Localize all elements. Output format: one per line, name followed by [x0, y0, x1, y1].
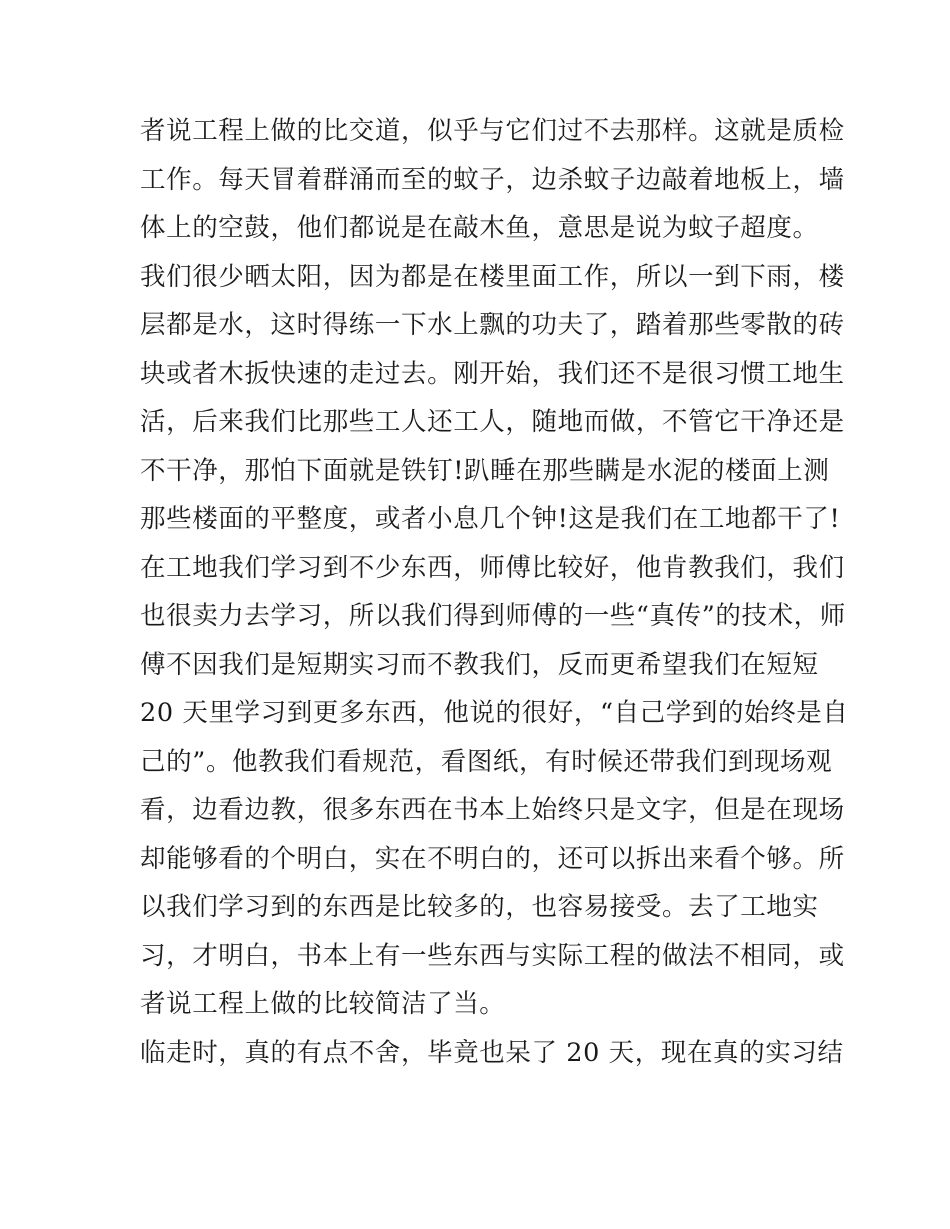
text-line: 20 天里学习到更多东西，他说的很好，“自己学到的始终是自	[140, 698, 849, 728]
text-line: 工作。每天冒着群涌而至的蚊子，边杀蚊子边敲着地板上，墙	[140, 164, 845, 195]
body-text	[140, 107, 849, 1077]
text-line: 块或者木扳快速的走过去。刚开始，我们还不是很习惯工地生	[140, 358, 845, 389]
text-line: 者说工程上做的比交道，似乎与它们过不去那样。这就是质检	[140, 116, 845, 146]
text-line: 活，后来我们比那些工人还工人，随地而做，不管它干净还是	[140, 407, 845, 437]
text-line: 以我们学习到的东西是比较多的，也容易接受。去了工地实	[140, 892, 819, 922]
text-line: 却能够看的个明白，实在不明白的，还可以拆出来看个够。所	[140, 843, 845, 874]
text-line: 傅不因我们是短期实习而不教我们，反而更希望我们在短短	[140, 649, 819, 680]
text-line: 临走时，真的有点不舍，毕竟也呆了 20 天，现在真的实习结	[140, 1037, 844, 1068]
text-line: 己的”。他教我们看规范，看图纸，有时候还带我们到现场观	[140, 746, 833, 777]
text-line: 也很卖力去学习，所以我们得到师傅的一些“真传”的技术，师	[140, 601, 846, 631]
text-line: 者说工程上做的比较简洁了当。	[140, 989, 506, 1019]
text-line: 我们很少晒太阳，因为都是在楼里面工作，所以一到下雨，楼	[140, 261, 845, 292]
text-line: 层都是水，这时得练一下水上飘的功夫了，踏着那些零散的砖	[140, 310, 845, 340]
text-line: 习，才明白，书本上有一些东西与实际工程的做法不相同，或	[140, 940, 845, 971]
text-line: 看，边看边教，很多东西在书本上始终只是文字，但是在现场	[140, 795, 845, 825]
text-line: 在工地我们学习到不少东西，师傅比较好，他肯教我们，我们	[140, 552, 845, 583]
text-line: 体上的空鼓，他们都说是在敲木鱼，意思是说为蚊子超度。	[140, 213, 819, 243]
text-line: 不干净，那怕下面就是铁钉!趴睡在那些瞒是水泥的楼面上测	[140, 455, 830, 486]
text-line: 那些楼面的平整度，或者小息几个钟!这是我们在工地都干了!	[140, 504, 841, 534]
